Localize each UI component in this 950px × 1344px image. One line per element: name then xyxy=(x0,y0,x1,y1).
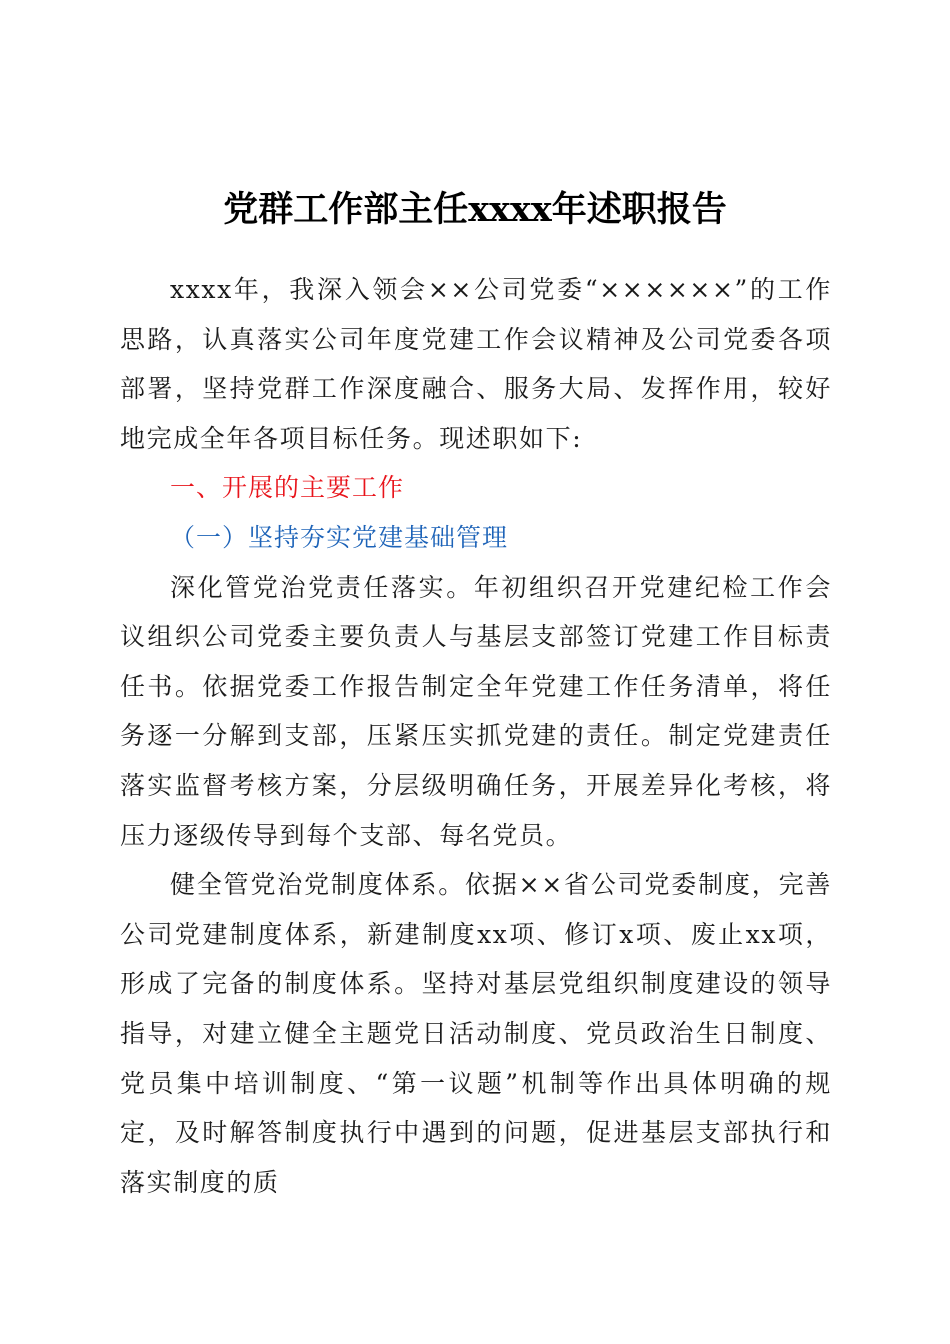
document-body xyxy=(120,265,832,1207)
section-heading: 一、开展的主要工作 xyxy=(170,473,405,503)
intro-paragraph: xxxx年，我深入领会××公司党委“××××××”的工作思路，认真落实公司年度党建工作会议精神及公司党委各项部署，坚持党群工作深度融合、服务大局、发挥作用，较好地完成全年各项目标任务。现述职如下: xyxy=(120,275,832,453)
body-paragraph: 健全管党治党制度体系。依据××省公司党委制度，完善公司党建制度体系，新建制度xx项、修订x项、废止xx项，形成了完备的制度体系。坚持对基层党组织制度建设的领导指导，对建立健全主题党日活动制度、党员政治生日制度、党员集中培训制度、“第一议题”机制等作出具体明确的规定，及时解答制度执行中遇到的问题，促进基层支部执行和落实制度的质 xyxy=(120,870,832,1197)
document-title: 党群工作部主任xxxx年述职报告 xyxy=(223,189,727,230)
subsection-heading: （一）坚持夯实党建基础管理 xyxy=(170,522,509,552)
body-paragraph: 深化管党治党责任落实。年初组织召开党建纪检工作会议组织公司党委主要负责人与基层支部签订党建工作目标责任书。依据党委工作报告制定全年党建工作任务清单，将任务逐一分解到支部，压紧压实抓党建的责任。制定党建责任落实监督考核方案，分层级明确任务，开展差异化考核，将压力逐级传导到每个支部、每名党员。 xyxy=(120,572,832,850)
